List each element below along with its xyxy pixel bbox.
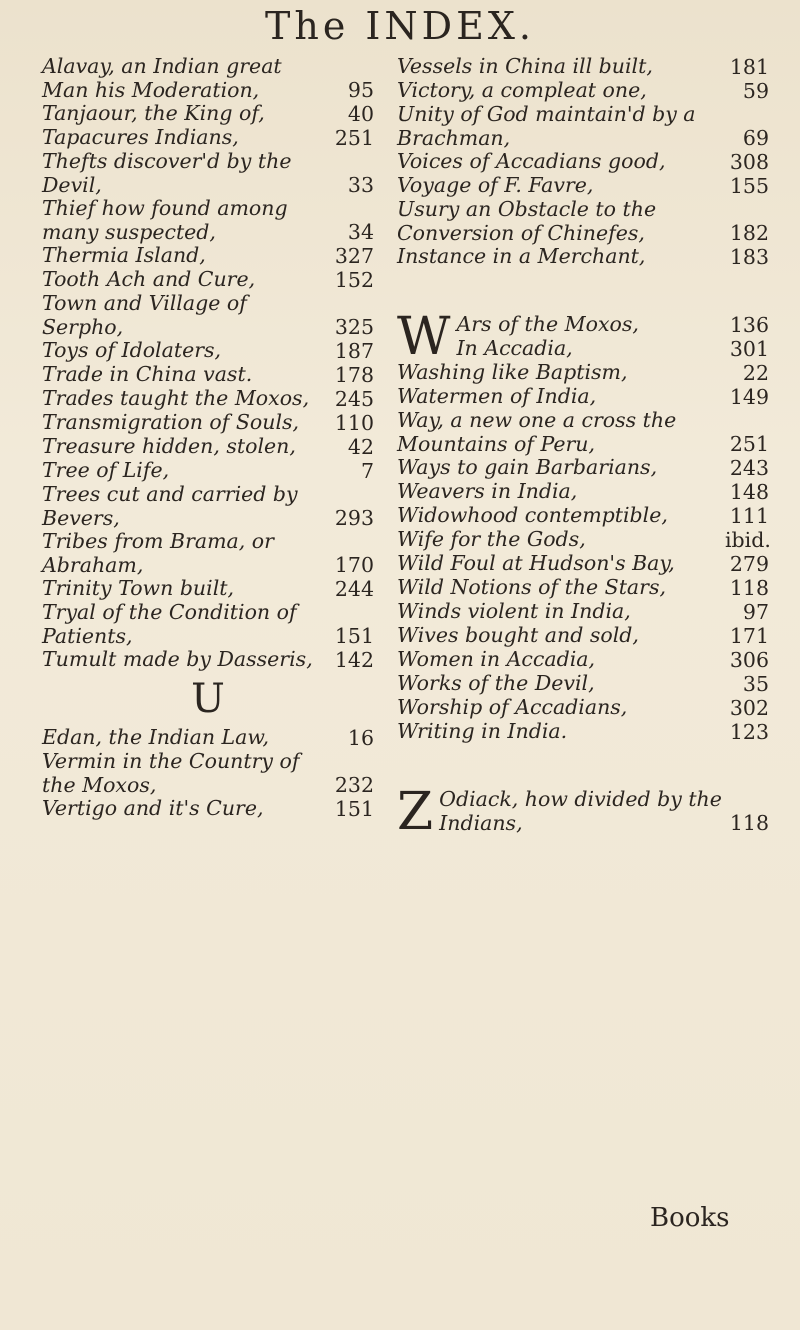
index-entry xyxy=(397,174,769,198)
index-entry xyxy=(42,530,374,577)
index-entry xyxy=(42,339,374,363)
entry-page-number: 183 xyxy=(729,244,769,269)
entry-text: Voices of Accadians good, xyxy=(397,149,666,173)
section-u xyxy=(42,672,374,726)
index-entry xyxy=(42,387,374,411)
index-entry xyxy=(397,782,769,842)
entry-text: Transmigration of Souls, xyxy=(42,410,300,434)
entry-page-number: 33 xyxy=(347,172,374,197)
entry-text: Trades taught the Moxos, xyxy=(42,386,310,410)
entry-text: Ars of the Moxos, xyxy=(456,312,639,336)
index-entry xyxy=(397,361,769,385)
entry-page-number: 243 xyxy=(729,455,769,480)
entry-text: Women in Accadia, xyxy=(397,647,595,671)
index-entry xyxy=(397,337,769,361)
entry-page-number: 325 xyxy=(334,314,374,339)
entry-page-number: 251 xyxy=(334,125,374,150)
entry-text: Edan, the Indian Law, xyxy=(42,725,270,749)
entry-text: Tumult made by Dasseris, xyxy=(42,647,313,671)
index-entry xyxy=(397,245,769,269)
entry-text: Tooth Ach and Cure, xyxy=(42,267,256,291)
index-entry xyxy=(42,411,374,435)
entry-text: Thermia Island, xyxy=(42,243,206,267)
entry-text: Wife for the Gods, xyxy=(397,527,586,551)
entry-page-number: 171 xyxy=(729,623,769,648)
entry-text: Vertigo and it's Cure, xyxy=(42,796,264,820)
entry-page-number: 245 xyxy=(334,386,374,411)
right-column xyxy=(397,54,771,842)
index-entry xyxy=(397,696,769,720)
entry-page-number: 152 xyxy=(334,267,374,292)
entries-u xyxy=(42,726,374,821)
section-letter: W xyxy=(397,307,451,367)
entry-page-number: 118 xyxy=(729,575,769,600)
entry-text: Usury an Obstacle to the Conversion of Chinefes, xyxy=(397,197,657,245)
entry-page-number: 16 xyxy=(347,725,374,750)
entry-page-number: 110 xyxy=(334,410,374,435)
index-entry xyxy=(397,576,769,600)
index-entry xyxy=(397,456,769,480)
entry-page-number: 327 xyxy=(334,243,374,268)
entry-page-number: 40 xyxy=(347,101,374,126)
entry-page-number: 34 xyxy=(347,219,374,244)
index-entry xyxy=(42,197,374,244)
entry-page-number: 308 xyxy=(729,149,769,174)
left-column xyxy=(42,55,374,821)
entry-text: Wild Foul at Hudson's Bay, xyxy=(397,551,675,575)
entries-w xyxy=(397,307,771,744)
index-entry xyxy=(42,601,374,648)
index-entry xyxy=(397,720,769,744)
index-entry xyxy=(42,726,374,750)
entry-text: Writing in India. xyxy=(397,719,568,743)
index-entry xyxy=(42,268,374,292)
catchword: Books xyxy=(650,1203,730,1233)
index-entry xyxy=(42,648,374,672)
entry-text: Thefts discover'd by the Devil, xyxy=(42,149,292,197)
entry-text: Victory, a compleat one, xyxy=(397,78,647,102)
entry-page-number: 22 xyxy=(742,360,769,385)
entry-text: Tanjaour, the King of, xyxy=(42,101,265,125)
entry-page-number: 59 xyxy=(742,78,769,103)
entry-text: Weavers in India, xyxy=(397,479,578,503)
index-entry xyxy=(397,79,769,103)
entry-page-number: 142 xyxy=(334,647,374,672)
index-entry xyxy=(42,126,374,150)
index-entry xyxy=(397,504,769,528)
entry-text: Tapacures Indians, xyxy=(42,125,239,149)
entry-page-number: 301 xyxy=(729,336,769,361)
index-entry xyxy=(397,55,769,79)
index-entry xyxy=(42,483,374,530)
entries-z xyxy=(397,782,769,842)
entries-v xyxy=(397,55,769,269)
entry-text: Odiack, how divided by the Indians, xyxy=(439,787,722,835)
entry-text: Wives bought and sold, xyxy=(397,623,639,647)
entry-page-number: 111 xyxy=(729,503,769,528)
entry-text: Washing like Baptism, xyxy=(397,360,628,384)
index-entry xyxy=(397,480,769,504)
entry-text: Voyage of F. Favre, xyxy=(397,173,594,197)
index-entry xyxy=(42,459,374,483)
entry-text: Toys of Idolaters, xyxy=(42,338,222,362)
entry-text: Way, a new one a cross the Mountains of Peru, xyxy=(397,408,677,456)
entry-page-number: 232 xyxy=(334,772,374,797)
entry-page-number: 136 xyxy=(729,312,769,337)
entry-page-number: 7 xyxy=(360,458,374,483)
entry-text: Vessels in China ill built, xyxy=(397,54,653,78)
entry-text: Town and Village of Serpho, xyxy=(42,291,247,339)
index-entry xyxy=(42,797,374,821)
index-entry xyxy=(42,363,374,387)
entry-text: Tryal of the Condition of Patients, xyxy=(42,600,297,648)
index-entry xyxy=(397,672,769,696)
index-entry xyxy=(397,198,769,245)
entry-text: Tribes from Brama, or Abraham, xyxy=(42,529,274,577)
index-entry xyxy=(397,103,769,150)
entry-page-number: 182 xyxy=(729,220,769,245)
entry-text: Works of the Devil, xyxy=(397,671,595,695)
entry-page-number: 151 xyxy=(334,623,374,648)
entry-page-number: 123 xyxy=(729,719,769,744)
entry-page-number: 118 xyxy=(729,810,769,835)
entry-page-number: 35 xyxy=(742,671,769,696)
entry-text: Tree of Life, xyxy=(42,458,170,482)
index-entry xyxy=(42,292,374,339)
entry-text: Treasure hidden, stolen, xyxy=(42,434,296,458)
section-z-spacer xyxy=(397,744,769,788)
entry-page-number: 181 xyxy=(729,54,769,79)
entry-page-number: 155 xyxy=(729,173,769,198)
entry-page-number: 178 xyxy=(334,362,374,387)
entry-page-number: 149 xyxy=(729,384,769,409)
entry-text: Watermen of India, xyxy=(397,384,597,408)
entry-page-number: 244 xyxy=(334,576,374,601)
entry-page-number: 151 xyxy=(334,796,374,821)
index-entry xyxy=(42,150,374,197)
entry-text: Worship of Accadians, xyxy=(397,695,628,719)
entry-page-number: 302 xyxy=(729,695,769,720)
entry-text: Widowhood contemptible, xyxy=(397,503,668,527)
entry-page-number: 42 xyxy=(347,434,374,459)
entry-page-number: 69 xyxy=(742,125,769,150)
index-entry xyxy=(42,435,374,459)
entry-page-number: 97 xyxy=(742,599,769,624)
entry-page-number: 251 xyxy=(729,431,769,456)
index-entry xyxy=(397,648,769,672)
index-entry xyxy=(42,244,374,268)
running-head: The INDEX. xyxy=(265,4,535,48)
entry-page-number: 148 xyxy=(729,479,769,504)
entry-page-number: 306 xyxy=(729,647,769,672)
index-entry xyxy=(42,577,374,601)
entry-page-number: 170 xyxy=(334,552,374,577)
entry-text: Ways to gain Barbarians, xyxy=(397,455,658,479)
entry-page-number: 279 xyxy=(729,551,769,576)
entry-text: Vermin in the Country of the Moxos, xyxy=(42,749,300,797)
entry-text: Winds violent in India, xyxy=(397,599,631,623)
entry-text: Trees cut and carried by Bevers, xyxy=(42,482,298,530)
entry-page-number: 95 xyxy=(347,77,374,102)
entry-text: In Accadia, xyxy=(456,336,573,360)
index-entry xyxy=(397,624,769,648)
index-entry xyxy=(397,600,769,624)
entry-text: Unity of God maintain'd by a Brachman, xyxy=(397,102,696,150)
index-entry xyxy=(42,750,374,797)
entry-page-number: ibid. xyxy=(725,527,771,552)
index-entry xyxy=(397,409,769,456)
section-letter-u: U xyxy=(191,676,225,722)
entry-text: Trinity Town built, xyxy=(42,576,235,600)
entry-text: Instance in a Merchant, xyxy=(397,244,646,268)
index-entry xyxy=(397,528,769,552)
entries-t xyxy=(42,55,374,672)
section-letter: Z xyxy=(397,782,434,842)
entry-text: Thief how found among many suspected, xyxy=(42,196,288,244)
section-w-spacer xyxy=(397,269,769,313)
entry-text: Trade in China vast. xyxy=(42,362,253,386)
entry-page-number: 187 xyxy=(334,338,374,363)
index-entry xyxy=(42,102,374,126)
index-entry xyxy=(397,385,769,409)
entry-page-number: 293 xyxy=(334,505,374,530)
entry-text: Wild Notions of the Stars, xyxy=(397,575,666,599)
index-entry xyxy=(397,150,769,174)
index-entry xyxy=(42,55,374,102)
index-entry xyxy=(397,552,769,576)
entry-text: Alavay, an Indian great Man his Moderation, xyxy=(42,54,282,102)
